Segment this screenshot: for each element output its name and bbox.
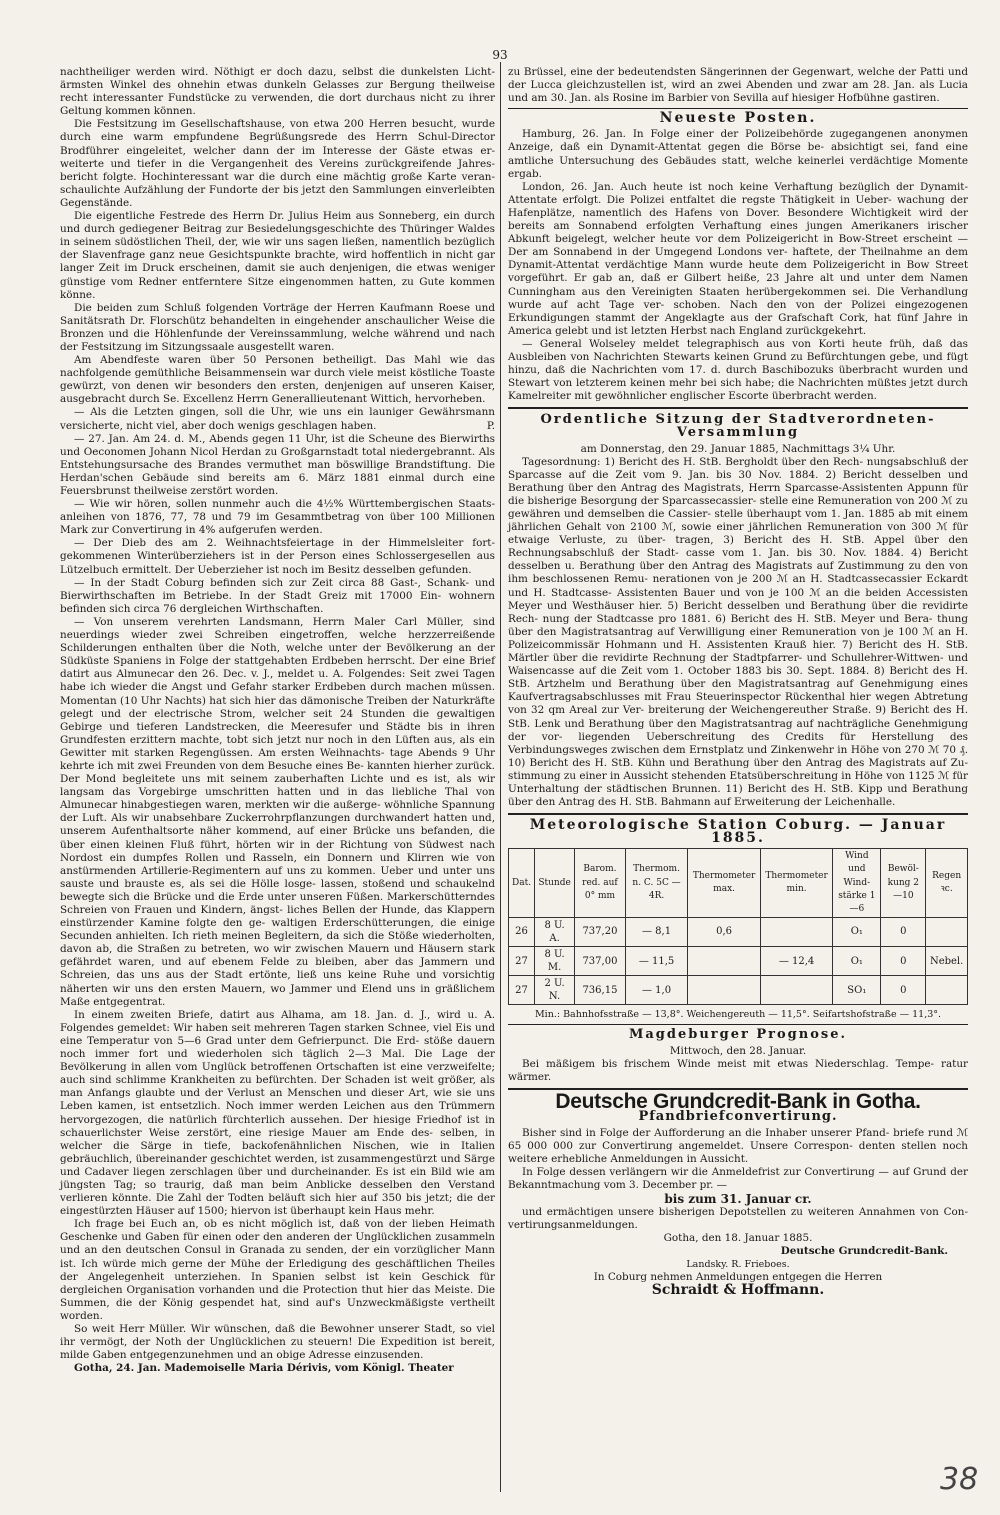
paragraph — [60, 406, 495, 432]
column-divider — [500, 62, 501, 1492]
table-cell: O₁ — [833, 917, 881, 946]
paragraph: zu Brüssel, eine der bedeutendsten Sängerinnen der Gegenwart, welche der Patti und der Lucca gleichzustellen ist, wird an zwei Abenden und zwar am 28. Jan. als Lucia und am 30. Jan. als Rosine im Barbier von Sevilla auf hiesiger Hofbühne gastiren. — [508, 66, 968, 105]
table-cell: — 8,1 — [625, 917, 687, 946]
paragraph: — Wie wir hören, sollen nunmehr auch die 4½% Württembergischen Staats- anleihen von 1876, 77, 78 und 79 im Gesammtbetrag von über 100 Millionen Mark zur Convertirung in 4% aufgerufen werden. — [60, 498, 495, 537]
table-cell — [760, 917, 832, 946]
weather-header-cell: Regen ꝛc. — [926, 849, 968, 917]
bank-signature: Deutsche Grundcredit-Bank. — [780, 1244, 948, 1257]
paragraph: Gotha, 24. Jan. Mademoiselle Maria Dérivis, vom Königl. Theater — [74, 1362, 454, 1375]
weather-header-row — [509, 849, 968, 917]
left-column — [60, 66, 495, 1375]
paragraph: In einem zweiten Briefe, datirt aus Alhama, am 18. Jan. d. J., wird u. A. Folgendes gemeldet: Wir haben seit mehreren Tagen starken Schnee, viel Eis und eine Temperatur von 5—6 Grad unter dem Gefrierpunct. Die Erd- stöße dauern noch immer fort und wiederholen sich täglich 2—3 Mal. Die Lage der Bevölkerung in allen vom Unglück betroffenen Ortschaften ist eine verzweifelte; auch sind schlimme Krankheiten zu befürchten. Der Schaden ist weit größer, als man Anfangs glaubte und der Verlust an Menschen und dieser Art, wie sie uns Leben kamen, ist entsetzlich. Noch immer werden Leichen aus den Trümmern hervorgezogen, die natürlich fürchterlich aussehen. Der hiesige Friedhof ist in schauerlichster Weise zerstört, eine riesige Mauer am Ende des- selben, in welcher die Särge in tiefe, backofenähnlichen Nischen, wie in Italien gebräuchlich, übereinander geschichtet werden, ist zusammengestürzt und Särge und Cadaver liegen zerschlagen über und durcheinander. Es ist ein Bild wie am jüngsten Tag; so traurig, daß man beim Anblicke desselben den Verstand verlieren könnte. Die Zahl der Todten beläuft sich hier auf 350 bis jetzt; die der eingestürzten Häuser auf 1500; hiervon ist überhaupt kein Haus mehr. — [60, 1008, 495, 1218]
table-cell: — 11,5 — [625, 947, 687, 976]
table-cell: 26 — [509, 917, 535, 946]
table-cell: — 12,4 — [760, 947, 832, 976]
forecast-heading: Magdeburger Prognose. — [628, 1027, 847, 1043]
table-cell: 0 — [881, 917, 926, 946]
bank-firm: Schraidt & Hoffmann. — [651, 1282, 825, 1299]
paragraph: Am Abendfeste waren über 50 Personen betheiligt. Das Mahl wie das nachfolgende gemüthliche Beisammensein war durch viele meist köstliche Toaste gewürzt, von denen wir besonders den ersten, denjenigen auf unseren Kaiser, ausgebracht durch Se. Excellenz Herrn Generallieutenant Wittich, hervorheben. — [60, 354, 495, 406]
weather-header-cell: Stunde — [535, 849, 575, 917]
table-cell: 8 U. A. — [535, 917, 575, 946]
weather-header-cell: Dat. — [509, 849, 535, 917]
paragraph: — In der Stadt Coburg befinden sich zur Zeit circa 88 Gast-, Schank- und Bierwirthschaften im Betriebe. In der Stadt Greiz mit 17000 Ein- wohnern befinden sich circa 76 dergleichen Wirthschaften. — [60, 576, 495, 615]
table-cell: 0 — [881, 947, 926, 976]
table-cell: 27 — [509, 947, 535, 976]
news-heading: Neueste Posten. — [659, 110, 817, 127]
weather-header-cell: Wind und Wind- stärke 1—6 — [833, 849, 881, 917]
table-cell: SO₁ — [833, 976, 881, 1005]
bank-deadline: bis zum 31. Januar cr. — [664, 1191, 812, 1206]
table-cell: 8 U. M. — [535, 947, 575, 976]
table-cell — [688, 976, 761, 1005]
paragraph: So weit Herr Müller. Wir wünschen, daß die Bewohner unserer Stadt, so viel ihr vermögt, der Noth der Unglücklichen zu steuern! Die Expedition ist bereit, milde Gaben entgegenzunehmen und an obige Adresse einzusenden. — [60, 1323, 495, 1362]
paragraph: — Der Dieb des am 2. Weihnachtsfeiertage in der Himmelsleiter fort- gekommenen Winterüberziehers ist in der Person eines Schlossergesellen aus Lützelbuch ermittelt. Der Ueberzieher ist noch im Besitz desselben gefunden. — [60, 537, 495, 576]
table-cell: 737,20 — [575, 917, 626, 946]
table-row — [509, 947, 968, 976]
bank-title: Deutsche Grundcredit-Bank in Gotha. — [555, 1089, 921, 1113]
table-cell: 27 — [509, 976, 535, 1005]
paragraph: nachtheiliger werden wird. Nöthigt er doch dazu, selbst die dunkelsten Licht- ärmsten Winkel des ohnehin etwas dunkeln Gelasses zur Bergung theilweise recht interessanter Fundstücke zu verwenden, die dort durchaus nicht zu ihrer Geltung kommen können. — [60, 66, 495, 118]
handwritten-number: 38 — [940, 1462, 979, 1497]
table-row — [509, 976, 968, 1005]
weather-table — [508, 848, 968, 1005]
forecast-date: Mittwoch, den 28. Januar. — [669, 1044, 807, 1057]
meeting-date: am Donnerstag, den 29. Januar 1885, Nachmittags 3¼ Uhr. — [580, 442, 896, 455]
table-cell: — 1,0 — [625, 976, 687, 1005]
paragraph: Ich frage bei Euch an, ob es nicht möglich ist, daß von der lieben Heimath Geschenke und Gaben für einen oder den anderen der Unglücklichen zusammeln und an den deutschen Consul in Granada zu senden, der ein vorzüglicher Mann ist. Ich würde mich gerne der Mühe der Erledigung des geschäftlichen Theiles der Angelegenheit unterziehen. In Spanien selbst ist kein Geschick für dergleichen Organisation vorhanden und die Protection thut hier das Meiste. Die Summen, die der König gespendet hat, sind auf's Unzweckmäßigste vertheilt worden. — [60, 1218, 495, 1322]
news-item: London, 26. Jan. Auch heute ist noch keine Verhaftung bezüglich der Dynamit-Attentate erfolgt. Die Polizei entfaltet die regste Thätigkeit in Ueber- wachung der Hafenplätze, namentlich des Hafens von Dover. Besondere Wichtigkeit wird der bereits am Sonnabend erfolgten Verhaftung eines jungen Amerikaners irischer Abkunft beigelegt, welcher heute vor dem Polizeigericht in Bow-Street erscheint — Der am Sonnabend in der Umgegend Londons ver- haftete, der Theilnahme an dem Dynamit-Attentat verdächtige Mann wurde heute dem Polizeigericht in Bow Street vorgeführt. Er gab an, daß er Gilbert heiße, 23 Jahre alt und unter dem Namen Cunningham aus den Vereinigten Staaten herübergekommen sei. Die Verhandlung wurde auf acht Tage ver- schoben. Nach den von der Polizei eingezogenen Erkundigungen stammt der Angeklagte aus der Grafschaft Cork, hat fünf Jahre in America gelebt und ist letzten Herbst nach England zurückgekehrt. — [508, 180, 968, 337]
forecast-text: Bei mäßigem bis frischem Winde meist mit etwas Niederschlag. Tempe- ratur wärmer. — [508, 1057, 968, 1083]
weather-heading: Meteorologische Station Coburg. — Januar 1885. — [529, 817, 947, 847]
bank-subtitle: Pfandbriefconvertirung. — [638, 1108, 838, 1124]
table-cell — [926, 976, 968, 1005]
weather-header-cell: Barom. red. auf 0° mm — [575, 849, 626, 917]
paragraph-text: — Als die Letzten gingen, soll die Uhr, wie uns ein launiger Gewährsmann versicherte, nicht viel, aber doch wenigs geschlagen haben. — [60, 406, 495, 432]
table-cell: 737,00 — [575, 947, 626, 976]
bank-text: In Folge dessen verlängern wir die Anmeldefrist zur Convertirung — auf Grund der Bekanntmachung vom 3. December pr. — — [508, 1166, 968, 1192]
divider — [508, 813, 968, 815]
bank-coburg-note: In Coburg nehmen Anmeldungen entgegen die Herren — [593, 1271, 883, 1284]
bank-text: und ermächtigen unsere bisherigen Depotstellen zu weiteren Annahmen von Con- vertirungsanmeldungen. — [508, 1205, 968, 1231]
table-row — [509, 917, 968, 946]
table-cell: Nebel. — [926, 947, 968, 976]
table-cell — [926, 917, 968, 946]
paragraph: — Von unserem verehrten Landsmann, Herrn Maler Carl Müller, sind neuerdings wieder zwei Schreiben eingetroffen, welche herzzerreißende Schilderungen enthalten über die Noth, welche unter der Bevölkerung an der Südküste Spaniens in Folge der stattgehabten Erdbeben herrscht. Der eine Brief datirt aus Almunecar den 26. Dec. v. J., meldet u. A. Folgendes: Seit zwei Tagen habe ich wieder die Angst und Gefahr starker Erdbeben durch machen müssen. Momentan (10 Uhr Nachts) hat sich hier das dämonische Treiben der Naturkräfte gelegt und der electrische Strom, welcher seit 24 Stunden die gewaltigen Gebirge und tieferen Landstrecken, die Meeresufer und Städte bis in ihren Grundfesten erzittern machte, tobt sich jetzt nur noch in den Lüften aus, als ein Gewitter mit starken Regengüssen. Am ersten Weihnachts- tage Abends 9 Uhr kehrte ich mit zwei Freunden von dem Besuche eines Be- kannten hierher zurück. Der Mond begleitete uns mit seinem zauberhaften Lichte und es ist, als wir langsam das Vorgebirge umschritten hatten und in das liebliche Thal von Almunecar hinabgestiegen waren, merkten wir die außerge- wöhnliche Spannung der Luft. Als wir unabsehbare Zuckerrohrpflanzungen durchwandert hatten und, unserem Aufenthaltsorte näher kommend, auf einer Brücke uns befanden, die über einen kleinen Fluß führt, hörten wir in der Richtung von Südwest nach Nordost ein dumpfes Rollen und Rasseln, ein Donnern und Klirren wie von anstürmenden Artillerie-Regimentern auf uns zu kommen. Ueber und unter uns sauste und brauste es, als sei die Hölle losge- lassen, stoßend und schaukelnd bewegte sich die Brücke und die Erde unter unseren Füßen. Markerschütterndes Schreien von Frauen und Kindern, ängst- liches Bellen der Hunde, das Klappern einstürzender Kamine folgte den ge- waltigen Erderschütterungen, die einige Secunden anhielten. Ich rieth meinen Begleitern, da sich die Stöße wiederholten, davon ab, die Straßen zu betreten, wo wir zwischen Mauern und Häusern stark gefährdet waren, und auf ebenem Felde zu bleiben, aber das Jammern und Schreien, das uns aus der Stadt ertönte, ließ uns keine Ruhe und vorsichtig näherten wir uns den ersten Mauern, wo Jammer und Elend uns in gräßlichem Maße entgegentrat. — [60, 615, 495, 1008]
weather-header-cell: Thermometer min. — [760, 849, 832, 917]
table-cell: O₁ — [833, 947, 881, 976]
meeting-heading: Ordentliche Sitzung der Stadtverordneten-Versammlung — [540, 412, 936, 441]
bank-signers: Landsky. R. Frieboes. — [686, 1258, 790, 1270]
right-column — [508, 66, 968, 1297]
author-initial: P. — [486, 419, 495, 432]
weather-header-cell: Thermometer max. — [688, 849, 761, 917]
paragraph: Die eigentliche Festrede des Herrn Dr. Julius Heim aus Sonneberg, ein durch und durch gediegener Beitrag zur Besiedelungsgeschichte des Thüringer Waldes in seinem südöstlichen Theil, der, wie wir uns sagen ließen, namentlich bezüglich der Slavenfrage ganz neue Gesichtspunkte brachte, wird hoffentlich in nicht gar langer Zeit im Druck erscheinen, damit sie auch denjenigen, die etwas weniger günstige vom Redner entferntere Sitze eingenommen hatten, zu Gute kommen könne. — [60, 210, 495, 301]
table-cell: 736,15 — [575, 976, 626, 1005]
news-item: Hamburg, 26. Jan. In Folge einer der Polizeibehörde zugegangenen anonymen Anzeige, daß ein Dynamit-Attentat gegen die Börse be- absichtigt sei, fand eine amtliche Untersuchung des Gebäudes statt, welche keinerlei verdächtige Momente ergab. — [508, 128, 968, 180]
divider — [508, 1024, 968, 1025]
paragraph: Die Festsitzung im Gesellschaftshause, von etwa 200 Herren besucht, wurde durch eine warm empfundene Begrüßungsrede des Herrn Schul-Director Brodführer eingeleitet, welcher dann der im Interesse der Gäste etwas er- weiterte und tiefer in die Vergangenheit des Vereins zurückgreifende Jahres- bericht folgte. Hochinteressant war die durch eine mächtig große Karte veran- schaulichte Aufzählung der Fundorte der bis jetzt den Sammlungen einverleibten Gegenstände. — [60, 118, 495, 209]
table-cell: 0 — [881, 976, 926, 1005]
weather-header-cell: Thermom. n. C. 5C — 4R. — [625, 849, 687, 917]
bank-place-date: Gotha, den 18. Januar 1885. — [663, 1231, 813, 1244]
divider — [508, 108, 968, 109]
bank-text: Bisher sind in Folge der Aufforderung an die Inhaber unserer Pfand- briefe rund ℳ 65 000 000 zur Convertirung angemeldet. Unsere Correspon- denten stellen noch weitere erhebliche Anmeldungen in Aussicht. — [508, 1127, 968, 1166]
news-item: — General Wolseley meldet telegraphisch aus von Korti heute früh, daß das Ausbleiben von Nachrichten Stewarts keinen Grund zu Befürchtungen gebe, und fügt hinzu, daß die Nachrichten vom 17. d. durch Baschibozuks überbracht wurden und Stewart von letzterem keinen mehr bei sich habe; die Nachrichten müßtes jetzt durch Kamelreiter mit gewöhnlicher englischer Escorte überbracht werden. — [508, 337, 968, 403]
table-cell — [688, 947, 761, 976]
paragraph: — 27. Jan. Am 24. d. M., Abends gegen 11 Uhr, ist die Scheune des Bierwirths und Oeconomen Johann Nicol Herdan zu Großgarnstadt total niedergebrannt. Als Entstehungsursache des Brandes vermuthet man böswillige Brandstiftung. Die Herdan'schen Gebäude sind bereits am 6. März 1881 einmal durch eine Feuersbrunst theilweise zerstört worden. — [60, 432, 495, 497]
table-cell — [760, 976, 832, 1005]
weather-header-cell: Bewöl- kung 2—10 — [881, 849, 926, 917]
table-cell: 2 U. N. — [535, 976, 575, 1005]
meeting-agenda: Tagesordnung: 1) Bericht des H. StB. Bergholdt über den Rech- nungsabschluß der Sparcasse auf die Zeit vom 9. Jan. bis 30 Nov. 1884. 2) Bericht desselben und Berathung über den Antrag des Magistrats, Herrn Sparcasse-Assistenten Appunn für die bisherige Besorgung der Sparcassecassier- stelle eine Remuneration von 200 ℳ zu gewähren und demselben die Cassier- stelle überhaupt vom 1. Jan. 1885 ab mit einem jährlichen Gehalt von 2100 ℳ, sowie einer jährlichen Remuneration von 300 ℳ für etwaige Verluste, zu über- tragen, 3) Bericht des H. StB. Appel über den Rechnungsabschluß der Stadt- casse vom 1. Jan. bis 30. Nov. 1884. 4) Bericht desselben u. Berathung über den Antrag des Magistrats auf Zustimmung zu den von ihm beschlossenen Remu- nerationen von je 200 ℳ an H. Stadtcassecassier Eckardt und H. Stadtcasse- Assistenten Bauer und von je 100 ℳ an die beiden Accessisten Meyer und Westhäuser hier. 5) Bericht desselben und Berathung über die revidirte Rech- nung der Stadtcasse pro 1881. 6) Bericht des H. StB. Meyer und Bera- thung über den Magistratsantrag auf Verwilligung einer Remuneration von je 100 ℳ an H. Polizeicommissär Hohmann und H. Assistenten Krauß hier. 7) Bericht des H. StB. Märtler über die revidirte Rechnung der Stadtpfarrer- und Schullehrer-Wittwen- und Waisencasse auf die Zeit vom 1. October 1883 bis 30. Sept. 1884. 8) Bericht des H. StB. Artzhelm und Berathung über den Magistratsantrag auf Genehmigung eines Kaufvertragsabschlusses mit Frau Steuerinspector Rückenthal hier wegen Abtretung von 32 qm Areal zur Ver- breiterung der Weichengereuther Straße. 9) Bericht des H. StB. Lenk und Berathung über den Magistratsantrag auf nachträgliche Genehmigung der vor- liegenden Ueberschreitung des Credits für Herstellung des Verbindungsweges zwischen dem Ernstplatz und Zinkenwehr in Höhe von 270 ℳ 70 ₰. 10) Bericht des H. StB. Kühn und Berathung über den Antrag des Magistrats auf Zu- stimmung zu einer in Aussicht stehenden Etatsüberschreitung in Höhe von 1125 ℳ für Unterhaltung der städtischen Brunnen. 11) Bericht des H. StB. Kipp und Berathung über den Antrag des H. StB. Bahmann auf Erweiterung der Leichenhalle. — [508, 455, 968, 809]
table-cell: 0,6 — [688, 917, 761, 946]
divider — [508, 407, 968, 409]
page-number: 93 — [492, 48, 508, 62]
paragraph: Die beiden zum Schluß folgenden Vorträge der Herren Kaufmann Roese und Sanitätsrath Dr. Florschütz behandelten in eingehender anschaulicher Weise die Bronzen und die Höhlenfunde der Vereinssammlung, welche während und nach der Festsitzung im Sitzungssaale ausgestellt waren. — [60, 301, 495, 353]
weather-note: Min.: Bahnhofsstraße — 13,8°. Weichengereuth — 11,5°. Seifartshofstraße — 11,3°. — [534, 1009, 942, 1021]
